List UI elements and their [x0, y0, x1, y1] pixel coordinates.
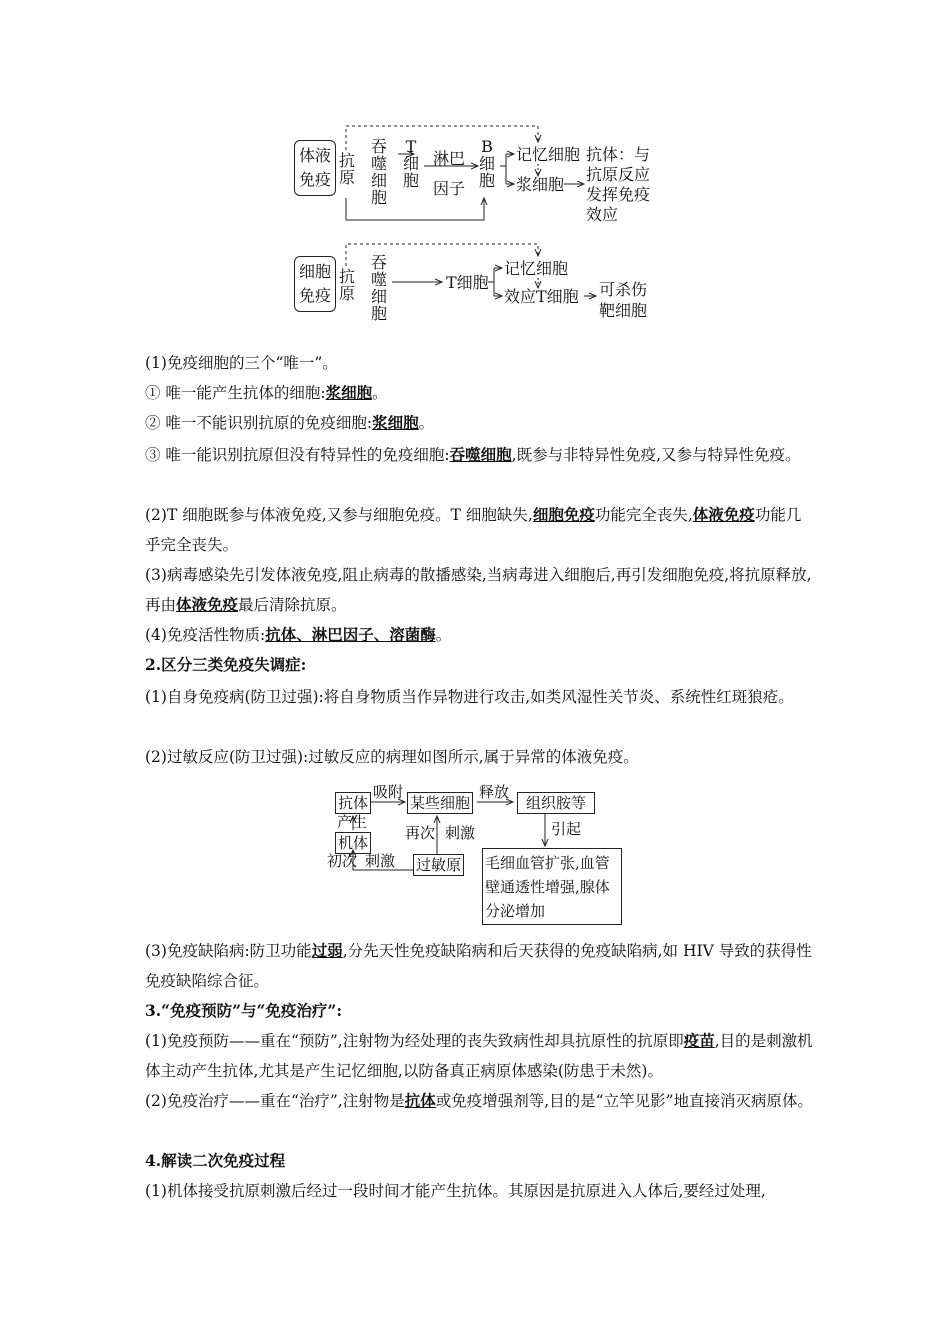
- cellular-effector-t: 效应T细胞: [504, 287, 579, 306]
- s3-p1-pre: (1)免疫预防——重在“预防”,注射物为经处理的丧失致病性却具抗原性的抗原即: [145, 1032, 684, 1050]
- allergy-produce: 产生: [337, 813, 368, 831]
- s2-p3-pre: (3)免疫缺陷病:防卫功能: [145, 942, 312, 960]
- humoral-immunity-diagram: [294, 120, 674, 232]
- allergy-diagram: [325, 782, 630, 928]
- cellular-immunity-diagram: [294, 240, 674, 332]
- allergy-effect-1: 毛细血管扩张,血管: [485, 854, 610, 872]
- allergy-adsorb: 吸附: [373, 783, 404, 801]
- humoral-plasma-cell: 浆细胞: [516, 175, 565, 194]
- s1-item3-pre: ③ 唯一能识别抗原但没有特异性的免疫细胞:: [145, 446, 450, 464]
- cellular-result-2: 靶细胞: [599, 301, 648, 320]
- cellular-label-box: [294, 256, 336, 312]
- humoral-antibody-2: 抗原反应: [586, 165, 651, 184]
- s1-item1-answer: 浆细胞: [325, 383, 373, 402]
- s1-item3-answer: 吞噬细胞: [449, 445, 512, 464]
- humoral-memory-cell: 记忆细胞: [516, 145, 581, 164]
- s1-p2-answer1: 细胞免疫: [532, 505, 595, 524]
- s1-item2: [145, 408, 815, 438]
- s1-p2-pre: (2)T 细胞既参与体液免疫,又参与细胞免疫。T 细胞缺失,: [145, 506, 533, 524]
- humoral-antibody-1: 抗体：与: [586, 145, 651, 164]
- s2-p2: (2)过敏反应(防卫过强):过敏反应的病理如图所示,属于异常的体液免疫。: [145, 748, 639, 766]
- s2-p1: (1)自身免疫病(防卫过强):将自身物质当作异物进行攻击,如类风湿性关节炎、系统性红斑狼疮。: [145, 688, 794, 706]
- s1-p3-answer: 体液免疫: [176, 595, 239, 614]
- cellular-t-cell: T细胞: [446, 273, 489, 292]
- allergy-cause: 引起: [551, 820, 582, 838]
- allergy-again: 再次: [405, 824, 436, 842]
- s3-p1: [145, 1026, 815, 1086]
- humoral-b-cell: B细胞: [478, 137, 495, 190]
- s3-p2: [145, 1086, 815, 1116]
- s1-p2-mid: 功能完全丧失,: [594, 506, 693, 524]
- allergy-release: 释放: [479, 783, 510, 801]
- s1-item2-pre: ② 唯一不能识别抗原的免疫细胞:: [145, 414, 373, 432]
- s1-p3: [145, 560, 815, 620]
- humoral-t-cell: T细胞: [402, 137, 419, 190]
- s1-p3-pre: (3)病毒感染先引发体液免疫,阻止病毒的散播感染,当病毒进入细胞后,再引发细胞免疫,将抗原释放,再由: [145, 566, 812, 614]
- allergy-antibody: 抗体: [335, 792, 371, 814]
- cellular-result-1: 可杀伤: [599, 280, 648, 299]
- s3-p1-answer: 疫苗: [683, 1031, 715, 1050]
- allergy-histamine: 组织胺等: [517, 792, 595, 814]
- allergy-effect-3: 分泌增加: [485, 902, 546, 920]
- allergy-allergen: 过敏原: [413, 854, 464, 876]
- humoral-lymphokine: 淋巴因子: [432, 149, 465, 198]
- s1-p2-post: 功能几乎完全丧失。: [145, 506, 802, 554]
- s4-heading: 4.解读二次免疫过程: [145, 1151, 286, 1170]
- s1-p1: (1)免疫细胞的三个“唯一”。: [145, 354, 338, 372]
- humoral-antigen: 抗原: [338, 151, 355, 187]
- humoral-label-box: [294, 140, 336, 196]
- s1-p4-answer: 抗体、淋巴因子、溶菌酶: [265, 625, 436, 644]
- s1-p4-post: 。: [435, 626, 452, 644]
- humoral-antibody-4: 效应: [586, 205, 619, 224]
- s3-p2-pre: (2)免疫治疗——重在“治疗”,注射物是: [145, 1092, 405, 1110]
- allergy-stimulate-first: 刺激: [365, 852, 396, 870]
- allergy-effect-box: [482, 848, 622, 925]
- humoral-antibody-3: 发挥免疫: [586, 185, 651, 204]
- s1-p2: [145, 500, 815, 560]
- allergy-effect-2: 壁通透性增强,腺体: [485, 878, 610, 896]
- cellular-label: 细胞免疫: [299, 262, 332, 305]
- allergy-stimulate-again: 刺激: [445, 824, 476, 842]
- s1-item3-post: ,既参与非特异性免疫,又参与特异性免疫。: [511, 446, 801, 464]
- s1-p4-pre: (4)免疫活性物质:: [145, 626, 266, 644]
- allergy-body: 机体: [335, 832, 371, 854]
- s1-item2-post: 。: [418, 414, 435, 432]
- s3-p2-answer: 抗体: [404, 1091, 436, 1110]
- humoral-label: 体液免疫: [299, 146, 332, 189]
- cellular-antigen: 抗原: [338, 267, 355, 303]
- s1-item3: [145, 440, 815, 470]
- s4-p1: (1)机体接受抗原刺激后经过一段时间才能产生抗体。其原因是抗原进入人体后,要经过处理,: [145, 1182, 766, 1200]
- s2-heading: 2.区分三类免疫失调症:: [145, 655, 307, 674]
- s1-item1-post: 。: [372, 384, 388, 402]
- s1-p2-answer2: 体液免疫: [692, 505, 755, 524]
- s2-p3: [145, 936, 815, 996]
- s1-p3-post: 最后清除抗原。: [238, 596, 347, 614]
- s2-p3-post: ,分先天性免疫缺陷病和后天获得的免疫缺陷病,如 HIV 导致的获得性免疫缺陷综合征。: [145, 942, 812, 990]
- humoral-phagocyte: 吞噬细胞: [370, 137, 387, 207]
- cellular-phagocyte: 吞噬细胞: [370, 253, 387, 323]
- s3-p1-post: ,目的是刺激机体主动产生抗体,尤其是产生记忆细胞,以防备真正病原体感染(防患于未然)。: [145, 1032, 813, 1080]
- cellular-memory-cell: 记忆细胞: [504, 259, 569, 278]
- s1-item1: [145, 378, 815, 408]
- allergy-first-time: 初次: [327, 852, 358, 870]
- s3-p2-post: 或免疫增强剂等,目的是“立竿见影”地直接消灭病原体。: [435, 1092, 814, 1110]
- s1-p4: [145, 620, 815, 650]
- s1-item2-answer: 浆细胞: [372, 413, 419, 432]
- s3-heading: 3.“免疫预防”与“免疫治疗”:: [145, 1001, 343, 1020]
- s1-item1-pre: ① 唯一能产生抗体的细胞:: [145, 384, 326, 402]
- s2-p3-answer: 过弱: [311, 941, 343, 960]
- allergy-some-cells: 某些细胞: [407, 792, 473, 814]
